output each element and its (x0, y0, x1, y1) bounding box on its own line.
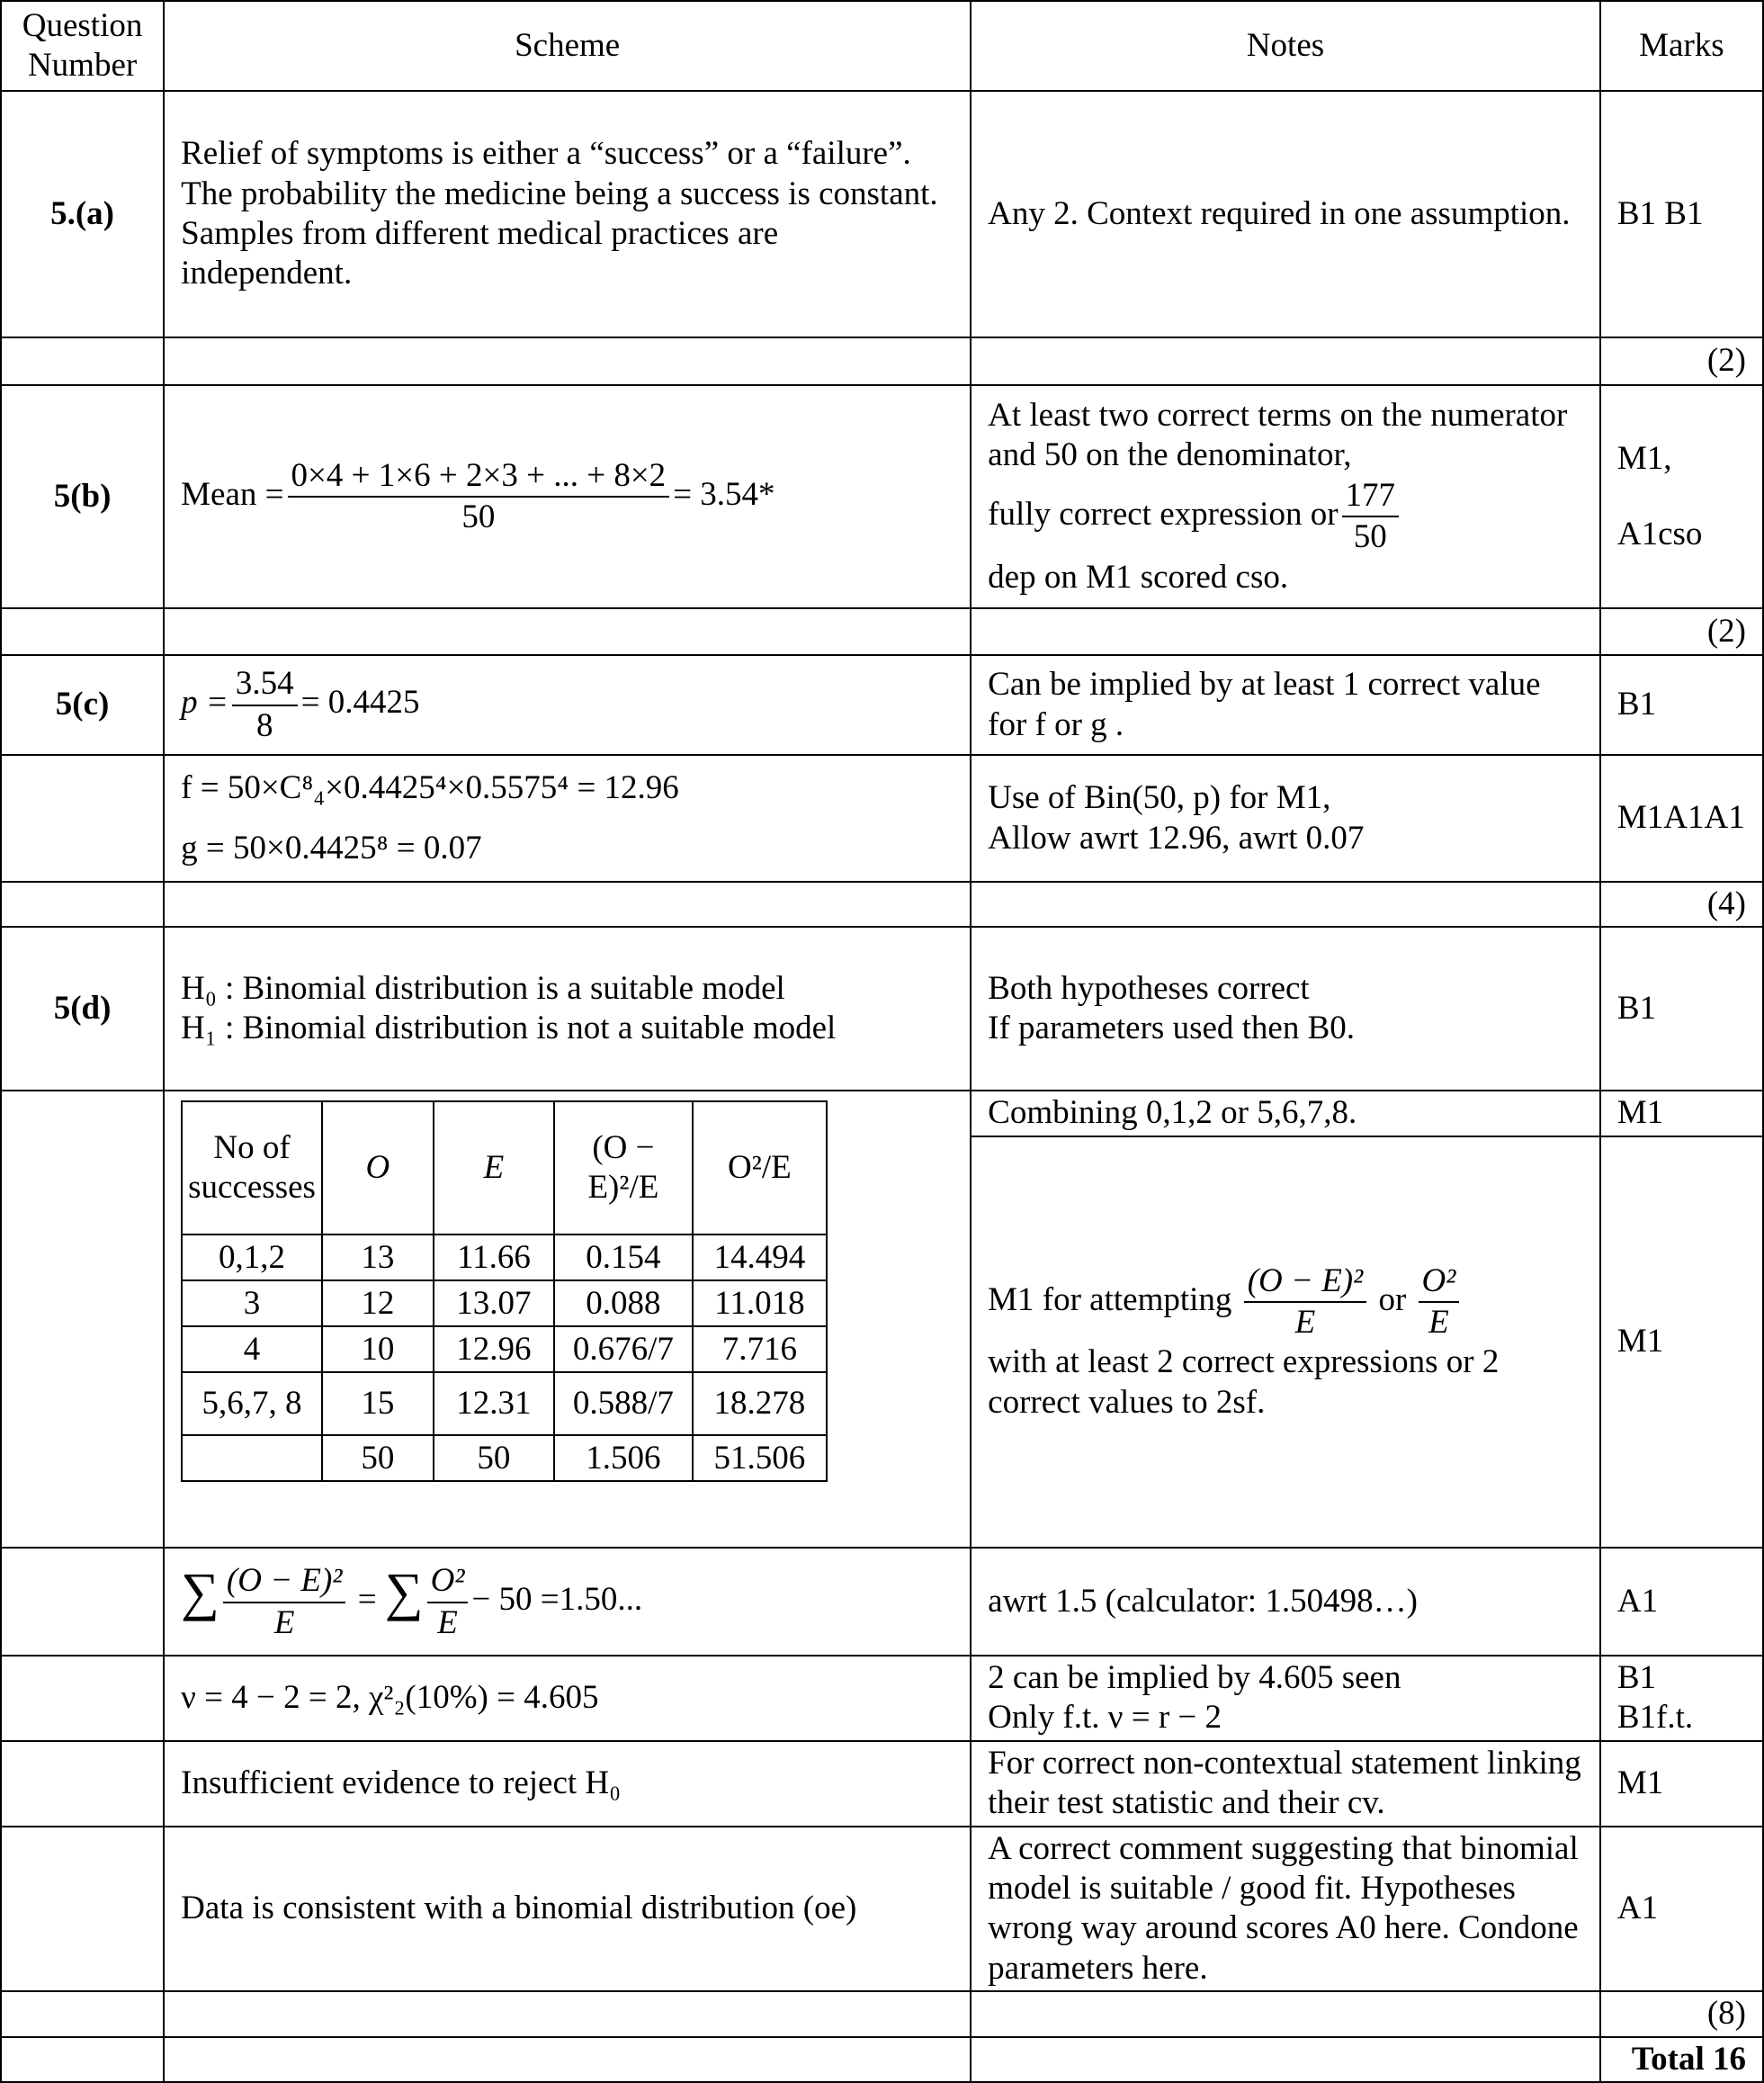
marks-cell: M1 (1600, 1091, 1763, 1136)
marks-cell: B1 (1600, 927, 1763, 1091)
inner-table-row (182, 1326, 827, 1372)
notes-cell: Any 2. Context required in one assumption. (971, 91, 1600, 337)
note-line: Allow awrt 12.96, awrt 0.07 (988, 819, 1365, 857)
mark: A1cso (1616, 516, 1703, 552)
mark: B1 (1616, 1658, 1657, 1696)
inner-cell: 15 (322, 1372, 434, 1435)
note-line: 2 can be implied by 4.605 seen (988, 1658, 1401, 1696)
header-notes: Notes (971, 1, 1600, 91)
total: Total 16 (1600, 2037, 1763, 2082)
subtotal: (4) (1600, 882, 1763, 927)
f-expression: f = 50×C⁸₄×0.4425⁴×0.5575⁴ = 12.96 (181, 769, 679, 807)
notes-cell: A correct comment suggesting that binomial model is suitable / good fit. Hypotheses wrong way around scores A0 here. Condone parameters here. (971, 1827, 1600, 1992)
row-nu (1, 1656, 1763, 1741)
notes-cell: awrt 1.5 (calculator: 1.50498…) (971, 1548, 1600, 1656)
result: = 3.54* (673, 475, 775, 513)
scheme-line: Relief of symptoms is either a “success” or a “failure”. (181, 135, 911, 173)
g-expression: g = 50×0.4425⁸ = 0.07 (181, 829, 482, 866)
header-scheme: Scheme (164, 1, 971, 91)
fraction: $\frac{\text{O²}}{E}$ (1419, 1261, 1460, 1343)
null-hypothesis: H₀ : Binomial distribution is a suitable model (181, 970, 785, 1007)
row-5a (1, 91, 1763, 337)
scheme-cell (164, 755, 971, 882)
total-row (1, 2037, 1763, 2082)
inner-cell: 14.494 (693, 1235, 827, 1280)
notes-cell: Combining 0,1,2 or 5,6,7,8. (971, 1091, 1600, 1136)
question-number: 5(d) (1, 927, 164, 1091)
marks-cell (1600, 1656, 1763, 1741)
result: = 0.4425 (300, 683, 420, 721)
subtotal: (2) (1600, 608, 1763, 655)
inner-cell: 3 (182, 1280, 322, 1326)
note-line: Both hypotheses correct (988, 970, 1310, 1007)
inner-header (182, 1101, 827, 1235)
header-row (1, 1, 1763, 91)
note-line: If parameters used then B0. (988, 1010, 1356, 1047)
inner-cell: 0.154 (554, 1235, 693, 1280)
note-line: Use of Bin(50, p) for M1, (988, 779, 1331, 817)
scheme-cell (164, 385, 971, 608)
notes-cell (971, 927, 1600, 1091)
inner-cell (182, 1435, 322, 1481)
scheme-cell: ν = 4 − 2 = 2, χ²₂(10%) = 4.605 (164, 1656, 971, 1741)
note-line: At least two correct terms on the numerator and 50 on the denominator, (988, 397, 1568, 474)
marks-cell: M1 (1600, 1741, 1763, 1827)
inner-cell: 51.506 (693, 1435, 827, 1481)
alt-hypothesis: H₁ : Binomial distribution is not a suitable model (181, 1010, 837, 1047)
inner-cell: 11.66 (434, 1235, 554, 1280)
inner-cell: 13 (322, 1235, 434, 1280)
notes-cell (971, 755, 1600, 882)
denominator: 8 (255, 706, 273, 744)
marks-cell: M1A1A1 (1600, 755, 1763, 882)
inner-table-row (182, 1235, 827, 1280)
scheme-cell (164, 655, 971, 755)
subtotal: (2) (1600, 337, 1763, 385)
question-number: 5(b) (1, 385, 164, 608)
subtotal-row (1, 882, 1763, 927)
numerator: 177 (1342, 476, 1400, 517)
inner-cell: 5,6,7, 8 (182, 1372, 322, 1435)
inner-cell: 50 (434, 1435, 554, 1481)
scheme-cell: Insufficient evidence to reject H₀ (164, 1741, 971, 1827)
inner-cell: 0.676/7 (554, 1326, 693, 1372)
row-5d (1, 927, 1763, 1091)
note-text: fully correct expression or (988, 495, 1339, 533)
inner-cell: 1.506 (554, 1435, 693, 1481)
scheme-cell (164, 91, 971, 337)
denominator: 50 (461, 498, 496, 535)
notes-cell: Can be implied by at least 1 correct value for f or g . (971, 655, 1600, 755)
col-header: E (483, 1149, 505, 1187)
header-marks: Marks (1600, 1, 1763, 91)
notes-cell (971, 1136, 1600, 1548)
marks-cell: A1 (1600, 1548, 1763, 1656)
fraction: $\frac{\text{O²}}{E}$ (427, 1561, 469, 1643)
col-header: (O − E)²/E (554, 1101, 693, 1235)
fraction: $\frac{\text{(O − E)²}}{E}$ (1244, 1261, 1367, 1343)
col-header: O (365, 1149, 390, 1187)
inner-cell: 12.96 (434, 1326, 554, 1372)
row-insufficient (1, 1741, 1763, 1827)
denominator: 50 (1353, 518, 1387, 556)
notes-cell (971, 385, 1600, 608)
inner-cell: 10 (322, 1326, 434, 1372)
inner-cell: 11.018 (693, 1280, 827, 1326)
note-text: M1 for attempting (988, 1280, 1232, 1318)
note-text: or (1378, 1280, 1407, 1318)
note-line (988, 476, 1583, 558)
inner-cell: 12 (322, 1280, 434, 1326)
inner-cell: 18.278 (693, 1372, 827, 1435)
col-header: O²/E (693, 1101, 827, 1235)
inner-table-row (182, 1435, 827, 1481)
inner-cell: 4 (182, 1326, 322, 1372)
numerator: 0×4 + 1×6 + 2×3 + ... + 8×2 (288, 456, 670, 498)
fraction (1342, 476, 1400, 558)
inner-table-row (182, 1372, 827, 1435)
mark: M1, (1616, 439, 1672, 477)
marks-cell (1600, 385, 1763, 608)
inner-cell: 0.088 (554, 1280, 693, 1326)
fraction (288, 456, 670, 538)
notes-cell: For correct non-contextual statement linking their test statistic and their cv. (971, 1741, 1600, 1827)
row-5c-fg (1, 755, 1763, 882)
col-header: No of successes (182, 1101, 322, 1235)
subtotal-row (1, 1991, 1763, 2036)
note-line: with at least 2 correct expressions or 2 correct values to 2sf. (988, 1343, 1500, 1421)
row-sum (1, 1548, 1763, 1656)
note-line: dep on M1 scored cso. (988, 558, 1289, 596)
result: − 50 =1.50... (471, 1581, 643, 1619)
fraction: $\frac{\text{(O − E)²}}{E}$ (223, 1561, 346, 1643)
inner-cell: 50 (322, 1435, 434, 1481)
numerator: 3.54 (232, 664, 298, 705)
question-number: 5(c) (1, 655, 164, 755)
marks-cell: B1 B1 (1600, 91, 1763, 337)
fraction (232, 664, 298, 746)
scheme-line: The probability the medicine being a success is constant. (181, 175, 938, 212)
inner-table-row (182, 1280, 827, 1326)
row-combine (1, 1091, 1763, 1136)
row-5b (1, 385, 1763, 608)
row-conclusion (1, 1827, 1763, 1992)
row-5c (1, 655, 1763, 755)
question-number: 5.(a) (1, 91, 164, 337)
marks-cell: M1 (1600, 1136, 1763, 1548)
subtotal-row (1, 337, 1763, 385)
inner-cell: 7.716 (693, 1326, 827, 1372)
expected-frequency-table (181, 1100, 828, 1482)
p-label: p = (181, 683, 228, 721)
scheme-cell (164, 1091, 971, 1547)
scheme-cell: ∑ $\frac{\text{(O − E)²}}{E}$ = ∑ $\frac{\text{O²}}{E}$ − 50 =1.50... (164, 1548, 971, 1656)
note-line: Only f.t. ν = r − 2 (988, 1699, 1222, 1737)
notes-cell (971, 1656, 1600, 1741)
mark: B1f.t. (1616, 1699, 1694, 1737)
inner-cell: 13.07 (434, 1280, 554, 1326)
scheme-line: Samples from different medical practices are independent. (181, 215, 779, 292)
inner-cell: 0,1,2 (182, 1235, 322, 1280)
subtotal: (8) (1600, 1991, 1763, 2036)
header-question: Question Number (1, 1, 164, 91)
scheme-cell: Data is consistent with a binomial distribution (oe) (164, 1827, 971, 1992)
inner-cell: 12.31 (434, 1372, 554, 1435)
scheme-cell (164, 927, 971, 1091)
subtotal-row (1, 608, 1763, 655)
marks-cell: A1 (1600, 1827, 1763, 1992)
marks-cell: B1 (1600, 655, 1763, 755)
inner-cell: 0.588/7 (554, 1372, 693, 1435)
mean-label: Mean = (181, 475, 284, 513)
